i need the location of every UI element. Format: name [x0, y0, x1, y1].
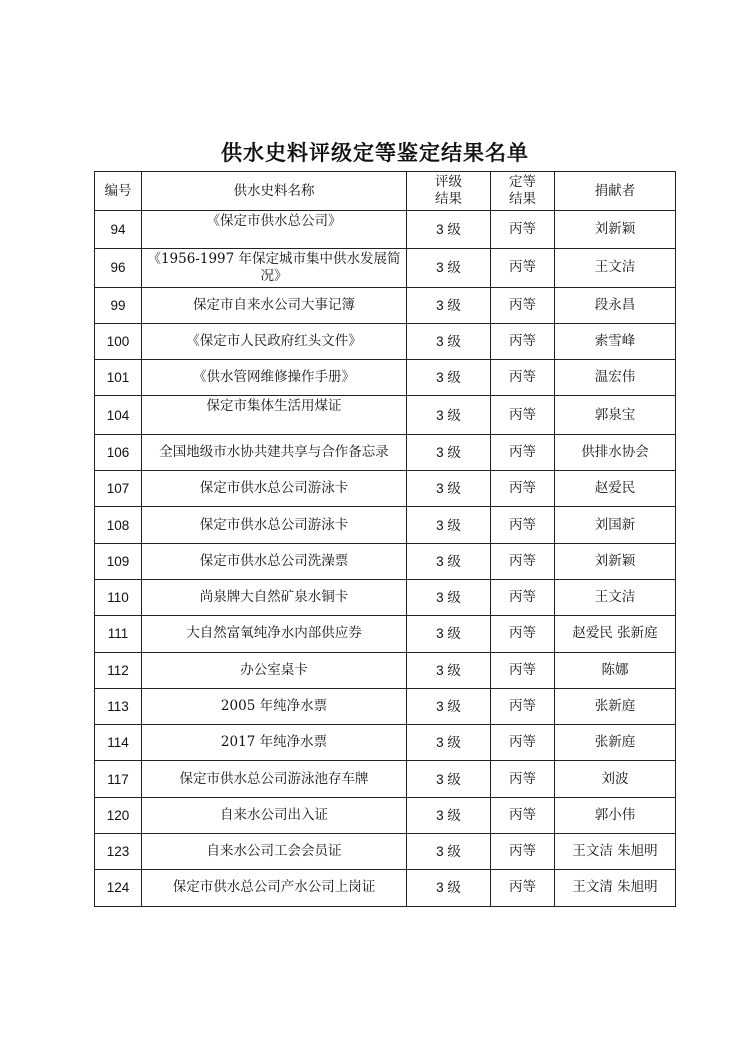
row-donor-cell: 赵爱民 张新庭: [555, 616, 676, 652]
table-row: [95, 616, 676, 652]
row-grade-cell: 3 级: [407, 434, 491, 470]
row-name-cell: 尚泉牌大自然矿泉水铜卡: [142, 579, 407, 615]
row-level-cell: 丙等: [491, 870, 555, 906]
row-level-cell: 丙等: [491, 471, 555, 507]
row-grade-cell: 3 级: [407, 761, 491, 797]
row-number-cell: 100: [95, 323, 142, 359]
row-level-cell: 丙等: [491, 616, 555, 652]
row-level-cell: 丙等: [491, 211, 555, 249]
table-row: [95, 761, 676, 797]
row-name-cell: 保定市集体生活用煤证: [142, 396, 407, 434]
row-number-cell: 112: [95, 652, 142, 688]
results-table: [94, 171, 676, 907]
row-number-cell: 94: [95, 211, 142, 249]
table-row: [95, 471, 676, 507]
row-number-cell: 114: [95, 725, 142, 761]
row-donor-cell: 刘波: [555, 761, 676, 797]
row-donor-cell: 赵爱民: [555, 471, 676, 507]
row-grade-cell: 3 级: [407, 579, 491, 615]
row-level-cell: 丙等: [491, 507, 555, 543]
row-number-cell: 104: [95, 396, 142, 434]
row-name-cell: 自来水公司工会会员证: [142, 834, 407, 870]
row-number-cell: 110: [95, 579, 142, 615]
table-row: [95, 396, 676, 434]
row-name-cell: 保定市供水总公司游泳池存车牌: [142, 761, 407, 797]
row-grade-cell: 3 级: [407, 616, 491, 652]
row-level-cell: 丙等: [491, 323, 555, 359]
row-donor-cell: 刘新颖: [555, 543, 676, 579]
row-name-cell: 大自然富氧纯净水内部供应券: [142, 616, 407, 652]
header-level-line2: 结果: [509, 191, 536, 207]
header-grade: [407, 172, 491, 211]
row-name-cell: 保定市供水总公司洗澡票: [142, 543, 407, 579]
table-row: [95, 507, 676, 543]
row-level-cell: 丙等: [491, 797, 555, 833]
table-row: [95, 211, 676, 249]
row-name-cell: 2005 年纯净水票: [142, 688, 407, 724]
row-donor-cell: 索雪峰: [555, 323, 676, 359]
row-number-cell: 101: [95, 360, 142, 396]
row-level-cell: 丙等: [491, 360, 555, 396]
header-donor: 捐献者: [555, 172, 676, 211]
table-row: [95, 725, 676, 761]
row-level-cell: 丙等: [491, 543, 555, 579]
row-grade-cell: 3 级: [407, 725, 491, 761]
row-grade-cell: 3 级: [407, 471, 491, 507]
table-row: [95, 323, 676, 359]
row-donor-cell: 温宏伟: [555, 360, 676, 396]
row-number-cell: 124: [95, 870, 142, 906]
row-grade-cell: 3 级: [407, 652, 491, 688]
row-name-cell: 2017 年纯净水票: [142, 725, 407, 761]
row-donor-cell: 王文清 朱旭明: [555, 870, 676, 906]
row-number-cell: 99: [95, 287, 142, 323]
row-donor-cell: 张新庭: [555, 725, 676, 761]
row-name-cell: 保定市自来水公司大事记簿: [142, 287, 407, 323]
table-row: [95, 360, 676, 396]
row-donor-cell: 郭泉宝: [555, 396, 676, 434]
row-number-cell: 108: [95, 507, 142, 543]
row-grade-cell: 3 级: [407, 834, 491, 870]
row-donor-cell: 供排水协会: [555, 434, 676, 470]
row-name-cell: 保定市供水总公司游泳卡: [142, 471, 407, 507]
row-number-cell: 106: [95, 434, 142, 470]
table-row: [95, 652, 676, 688]
header-grade-line1: 评级: [435, 174, 462, 190]
row-level-cell: 丙等: [491, 434, 555, 470]
row-number-cell: 111: [95, 616, 142, 652]
table-row: [95, 834, 676, 870]
row-grade-cell: 3 级: [407, 360, 491, 396]
table-row: [95, 434, 676, 470]
row-name-cell: 《1956-1997 年保定城市集中供水发展简况》: [142, 249, 407, 287]
row-level-cell: 丙等: [491, 249, 555, 287]
row-grade-cell: 3 级: [407, 688, 491, 724]
row-grade-cell: 3 级: [407, 249, 491, 287]
header-grade-line2: 结果: [435, 191, 462, 207]
row-donor-cell: 刘新颖: [555, 211, 676, 249]
row-number-cell: 96: [95, 249, 142, 287]
header-name: 供水史料名称: [142, 172, 407, 211]
row-number-cell: 120: [95, 797, 142, 833]
table-row: [95, 543, 676, 579]
row-name-cell: 《保定市人民政府红头文件》: [142, 323, 407, 359]
row-grade-cell: 3 级: [407, 396, 491, 434]
row-number-cell: 107: [95, 471, 142, 507]
row-level-cell: 丙等: [491, 761, 555, 797]
row-level-cell: 丙等: [491, 396, 555, 434]
row-number-cell: 123: [95, 834, 142, 870]
table-row: [95, 249, 676, 287]
header-level-line1: 定等: [509, 174, 536, 190]
row-grade-cell: 3 级: [407, 870, 491, 906]
header-level: [491, 172, 555, 211]
row-name-cell: 自来水公司出入证: [142, 797, 407, 833]
row-level-cell: 丙等: [491, 579, 555, 615]
table-row: [95, 797, 676, 833]
row-name-cell: 办公室桌卡: [142, 652, 407, 688]
row-name-cell: 保定市供水总公司产水公司上岗证: [142, 870, 407, 906]
row-name-cell: 全国地级市水协共建共享与合作备忘录: [142, 434, 407, 470]
table-header-row: [95, 172, 676, 211]
row-donor-cell: 陈娜: [555, 652, 676, 688]
row-donor-cell: 张新庭: [555, 688, 676, 724]
table-body: [95, 211, 676, 907]
table-row: [95, 688, 676, 724]
row-number-cell: 113: [95, 688, 142, 724]
row-level-cell: 丙等: [491, 688, 555, 724]
row-name-cell: 《供水管网维修操作手册》: [142, 360, 407, 396]
row-grade-cell: 3 级: [407, 323, 491, 359]
row-number-cell: 109: [95, 543, 142, 579]
row-donor-cell: 段永昌: [555, 287, 676, 323]
row-donor-cell: 刘国新: [555, 507, 676, 543]
row-level-cell: 丙等: [491, 834, 555, 870]
row-grade-cell: 3 级: [407, 507, 491, 543]
row-grade-cell: 3 级: [407, 211, 491, 249]
row-donor-cell: 郭小伟: [555, 797, 676, 833]
row-grade-cell: 3 级: [407, 543, 491, 579]
table-row: [95, 870, 676, 906]
row-grade-cell: 3 级: [407, 287, 491, 323]
row-level-cell: 丙等: [491, 725, 555, 761]
row-level-cell: 丙等: [491, 287, 555, 323]
row-level-cell: 丙等: [491, 652, 555, 688]
row-donor-cell: 王文洁 朱旭明: [555, 834, 676, 870]
row-grade-cell: 3 级: [407, 797, 491, 833]
row-number-cell: 117: [95, 761, 142, 797]
table-row: [95, 579, 676, 615]
row-name-cell: 保定市供水总公司游泳卡: [142, 507, 407, 543]
page-title: 供水史料评级定等鉴定结果名单: [221, 141, 529, 165]
header-number: 编号: [95, 172, 142, 211]
row-name-cell: 《保定市供水总公司》: [142, 211, 407, 249]
table-row: [95, 287, 676, 323]
row-donor-cell: 王文洁: [555, 249, 676, 287]
row-donor-cell: 王文洁: [555, 579, 676, 615]
